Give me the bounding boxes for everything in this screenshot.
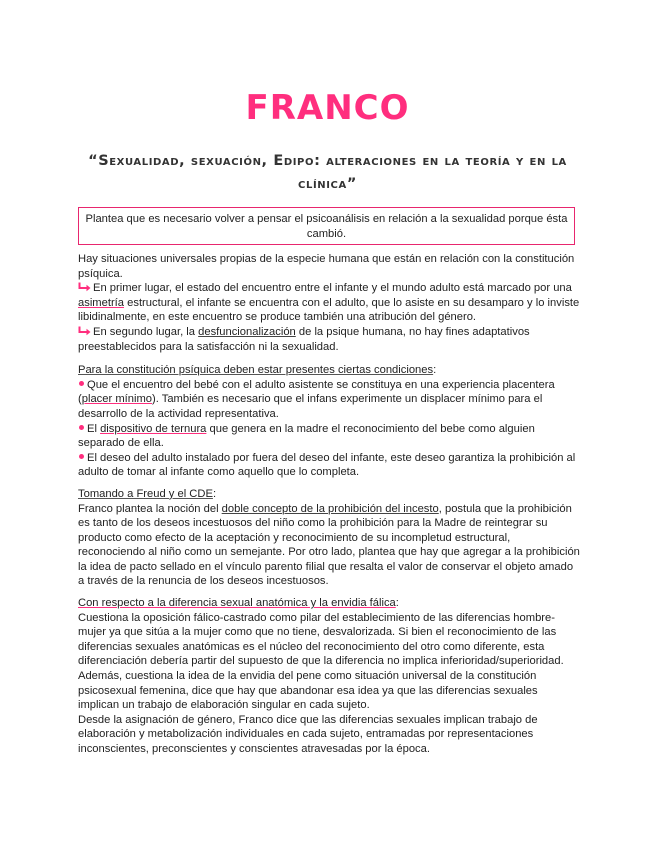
return-arrow-icon (78, 282, 91, 292)
pink-dot-bullet (79, 425, 84, 430)
bullet-item-2-underlined: dispositivo de ternura (100, 422, 207, 435)
arrow-item-1 (78, 281, 580, 325)
bullet-item-1-underlined: placer mínimo (81, 393, 152, 406)
bullet-item-1 (78, 378, 580, 422)
section2-heading-suffix: : (212, 487, 217, 500)
section2-paragraph-pre: Franco plantea la noción del (78, 502, 222, 515)
bullet-item-3-text: El deseo del adulto instalado por fuera del deseo del infante, este deseo garantiza la prohibición al adulto de tomar al infante como aquello que lo completa. (78, 451, 576, 479)
return-arrow-icon (78, 326, 91, 336)
section3-heading-text: Con respecto a la diferencia sexual anatómica y la envidia fálica (78, 597, 396, 610)
bullet-item-1-pre: Que el encuentro del bebé con el adulto asistente se constituya en una experiencia placentera ( (78, 378, 555, 406)
section2-paragraph-post: , postula que la prohibición es tanto de los deseos incestuosos del niño como la prohibición para la Madre de reintegrar su producto como efecto de la aceptación y reconocimiento de su incompletud estructural, reconociendo al niño como un semejante. Por otro lado, plantea que hay que agregar a la prohibición la idea de pacto sellado en el vínculo parento filial que resalta el valor de conservar el objeto amado a través de la renuncia de los deseos incestuosos. (78, 502, 580, 588)
arrow-item-2 (78, 325, 580, 354)
section1-heading-text: Para la constitución psíquica deben estar presentes ciertas condiciones (78, 364, 434, 377)
section3-paragraph-2: Desde la asignación de género, Franco dice que las diferencias sexuales implican trabajo de elaboración y metabolización individuales en cada sujeto, entramadas por representaciones inconscientes, preconscientes y conscientes atravesadas por la época. (78, 713, 538, 755)
pink-dot-bullet (79, 381, 84, 386)
section2-paragraph (78, 502, 580, 590)
section1-heading-suffix: : (433, 364, 437, 377)
intro-paragraph: Hay situaciones universales propias de la especie humana que están en relación con la constitución psíquica. (78, 253, 575, 280)
section2-heading (78, 487, 580, 502)
arrow-item-2-post: de la psique humana, no hay fines adaptativos preestablecidos para la satisfacción ni la sexualidad. (78, 325, 530, 353)
page-title: FRANCO (245, 88, 410, 128)
section2-paragraph-underlined: doble concepto de la prohibición del incesto (221, 502, 439, 515)
arrow-item-1-post: estructural, el infante se encuentra con el adulto, que lo asiste en su desamparo y lo inviste libidinalmente, en este encuentro se produce también una atribución del género. (78, 296, 580, 324)
bullet-item-2 (78, 422, 580, 451)
bullet-item-1-post: ). También es necesario que el infans experimente un displacer mínimo para el desarrollo de la actividad representativa. (78, 393, 543, 420)
arrow-item-1-pre: En primer lugar, el estado del encuentro entre el infante y el mundo adulto está marcado por una (93, 282, 572, 295)
arrow-item-1-underlined: asimetría (78, 296, 125, 309)
arrow-item-2-pre: En segundo lugar, la (93, 325, 199, 338)
bullet-item-2-pre: El (87, 422, 101, 435)
section2-heading-text: Tomando a Freud y el CDE (78, 487, 213, 500)
intro-box: Plantea que es necesario volver a pensar el psicoanálisis en relación a la sexualidad porque ésta cambió. (78, 207, 575, 245)
section3-heading-suffix: : (395, 597, 399, 610)
section3-paragraph-1: Cuestiona la oposición fálico-castrado como pilar del establecimiento de las diferencias hombre-mujer ya que sitúa a la mujer como que no tiene, desvalorizada. Si bien el reconocimiento de las diferencias sexuales anatómicas es el núcleo del reconocimiento del otro como diferente, esta diferenciación debería partir del supuesto de que la diferencia no implica inferioridad/superioridad. Además, cuestiona la idea de la envidia del pene como situación universal de la constitución psicosexual femenina, dice que hay que abandonar esa idea ya que las diferencias sexuales implican un trabajo de elaboración singular en cada sujeto. (78, 611, 564, 712)
bullet-item-3 (78, 451, 580, 480)
arrow-item-2-underlined: desfuncionalización (198, 325, 296, 338)
main-content (78, 252, 580, 757)
document-subtitle: “Sexualidad, sexuación, Edipo: alteraciones en la teoría y en la clínica” (88, 153, 567, 192)
pink-dot-bullet (79, 454, 84, 459)
section3-heading (78, 596, 580, 611)
bullet-item-2-post: que genera en la madre el reconocimiento del bebe como alguien separado de ella. (78, 422, 535, 450)
section1-heading (78, 363, 580, 378)
